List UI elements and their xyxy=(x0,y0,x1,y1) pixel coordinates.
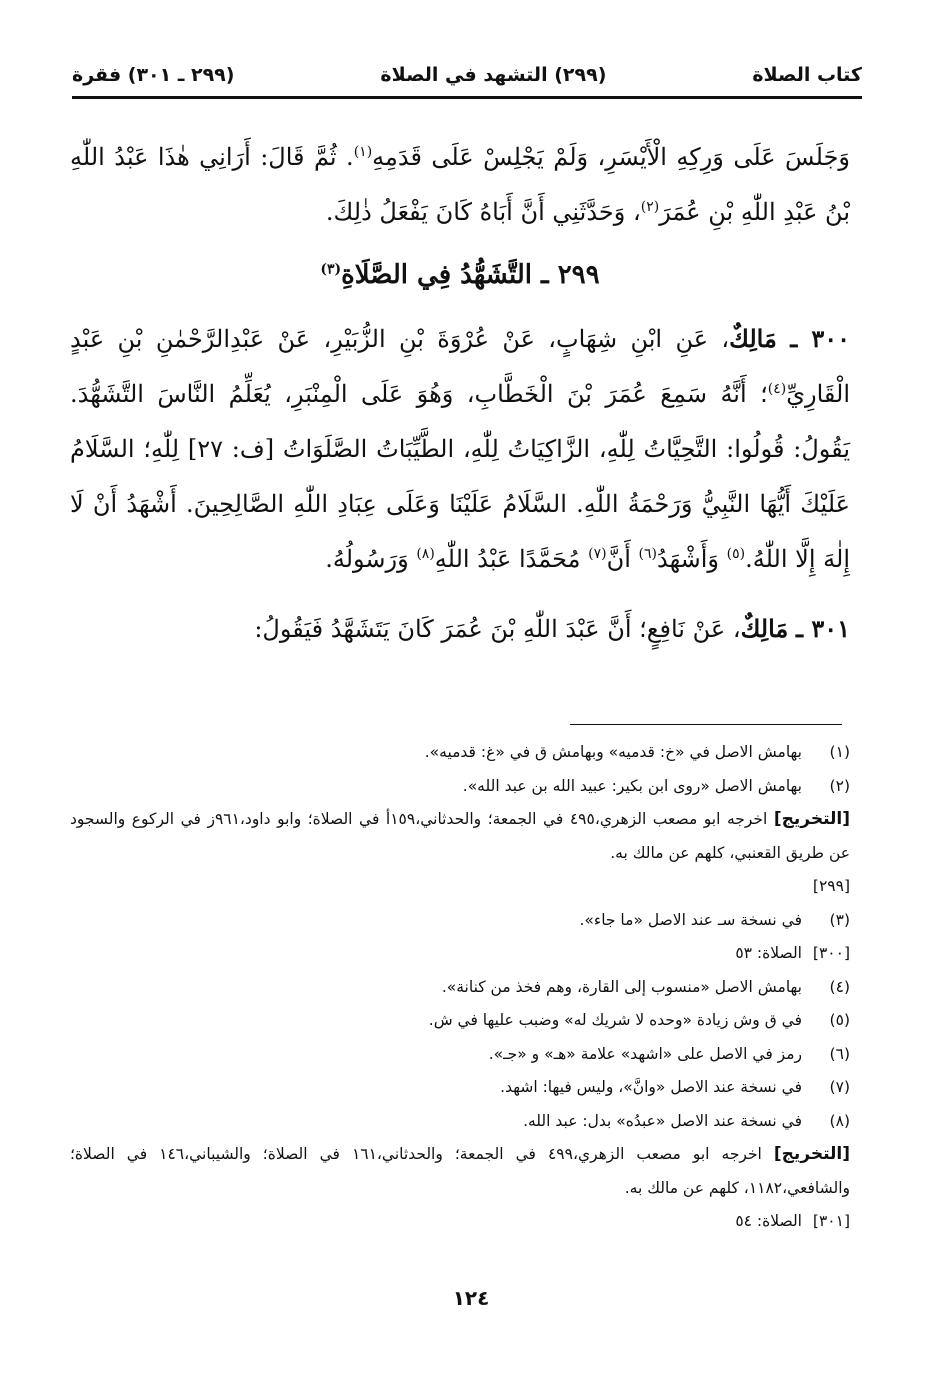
takhrij-300 xyxy=(70,1138,850,1205)
footnote-mark: (٦) xyxy=(829,1044,850,1063)
footnote-text: بهامش الاصل «منسوب إلى القارة، وهم فخذ من كنانة». xyxy=(441,977,802,996)
footnote-3 xyxy=(70,904,850,938)
text-run: ، عَنِ ابْنِ شِهَابٍ، عَنْ عُرْوَةَ بْنِ الزُّبَيْرِ، عَنْ عَبْدِالرَّحْمٰنِ بْنِ عَبْدٍ الْقَارِيِّ xyxy=(70,325,850,408)
text-run: وَجَلَسَ عَلَى وَرِكِهِ الْأَيْسَرِ، وَلَمْ يَجْلِسْ عَلَى قَدَمِهِ xyxy=(372,143,850,171)
footnote-text: بهامش الاصل في «خ: قدميه» وبهامش ق في «غ: قدميه». xyxy=(424,743,802,761)
paragraph-ref-mark: [٣٠٠] xyxy=(812,944,850,962)
footnotes xyxy=(70,736,850,1239)
takhrij-text: اخرجه ابو مصعب الزهري،٤٩٥ في الجمعة؛ والحدثاني،١٥٩أ في الصلاة؛ وابو داود،٩٦١ز في الركوع والسجود عن طريق القعنبي، كلهم عن مالك به. xyxy=(70,810,850,862)
footnote-ref: (٣) xyxy=(320,261,342,278)
footnote-mark: (٧) xyxy=(829,1078,850,1096)
paragraph-number: ٣٠١ ـ xyxy=(795,614,850,643)
takhrij-label: [التخريج] xyxy=(773,1144,851,1164)
footnote-divider xyxy=(570,724,842,725)
takhrij-label: [التخريج] xyxy=(773,809,850,829)
footnote-text: في ق وش زيادة «وحده لا شريك له» وضبب عليها في ش. xyxy=(428,1011,802,1029)
takhrij-text: اخرجه ابو مصعب الزهري،٤٩٩ في الجمعة؛ والحدثاني،١٦١ في الصلاة؛ والشيباني،١٤٦ في الصلاة؛ والشافعي،١١٨٢، كلهم عن مالك به. xyxy=(70,1145,850,1197)
header-paragraph-range: (٢٩٩ ـ ٣٠١) فقرة xyxy=(72,64,235,86)
chapter-heading xyxy=(70,248,850,303)
paragraph-301 xyxy=(70,601,850,657)
footnote-mark: (١) xyxy=(829,743,850,761)
footnote-text: في نسخة عند الاصل «وانَّ»، وليس فيها: اشهد. xyxy=(500,1078,802,1096)
paragraph-continuation xyxy=(70,130,850,240)
footnote-ref: (٥) xyxy=(726,546,746,562)
footnote-1 xyxy=(70,736,850,770)
header-chapter-title: (٢٩٩) التشهد في الصلاة xyxy=(380,64,607,86)
main-text xyxy=(70,130,850,657)
narrator-name: مَالِكٌ xyxy=(729,324,777,353)
paragraph-number: ٣٠٠ ـ xyxy=(790,324,851,353)
paragraph-ref-mark: [٣٠١] xyxy=(812,1212,850,1230)
footnote-ref: (٧) xyxy=(588,546,607,562)
paragraph-300 xyxy=(70,311,850,587)
footnote-text: رمز في الاصل على «اشهد» علامة «هـ» و «جـ». xyxy=(488,1044,802,1063)
footnote-4 xyxy=(70,971,850,1005)
text-run: وَرَسُولُهُ. xyxy=(325,545,417,573)
text-run: ، وَحَدَّثَنِي أَنَّ أَبَاهُ كَانَ يَفْعَلُ ذٰلِكَ. xyxy=(325,198,641,226)
paragraph-ref-300 xyxy=(70,937,850,971)
footnote-6 xyxy=(70,1038,850,1072)
paragraph-ref-299 xyxy=(70,870,850,904)
heading-text: ٢٩٩ ـ التَّشَهُّدُ فِي الصَّلَاةِ xyxy=(341,260,600,290)
footnote-7 xyxy=(70,1071,850,1105)
footnote-text: في نسخة سـ عند الاصل «ما جاء». xyxy=(579,910,802,929)
paragraph-ref-text: الصلاة: ٥٤ xyxy=(735,1212,802,1230)
page-number: ١٢٤ xyxy=(452,1286,490,1310)
takhrij-299 xyxy=(70,803,850,870)
footnote-2 xyxy=(70,770,850,804)
header-divider xyxy=(72,96,862,99)
footnote-8 xyxy=(70,1105,850,1139)
footnote-mark: (٢) xyxy=(829,776,850,795)
footnote-5 xyxy=(70,1004,850,1038)
narrator-name: مَالِكٌ xyxy=(740,614,789,643)
text-run: ، عَنْ نَافِعٍ؛ أَنَّ عَبْدَ اللّٰهِ بْنَ عُمَرَ كَانَ يَتَشَهَّدُ فَيَقُولُ: xyxy=(254,615,741,643)
footnote-mark: (٨) xyxy=(829,1111,850,1130)
text-run: أَنَّ xyxy=(606,545,639,573)
paragraph-ref-text: الصلاة: ٥٣ xyxy=(735,944,802,962)
footnote-mark: (٣) xyxy=(829,910,850,929)
paragraph-ref-mark: [٢٩٩] xyxy=(812,877,850,895)
text-run: مُحَمَّدًا عَبْدُ اللّٰهِ xyxy=(434,545,589,573)
footnote-mark: (٤) xyxy=(829,977,850,996)
text-run: ؛ أَنَّهُ سَمِعَ عُمَرَ بْنَ الْخَطَّابِ، وَهُوَ عَلَى الْمِنْبَرِ، يُعَلِّمُ النَّاسَ التَّشَهُّدَ. يَقُولُ: قُولُوا: التَّحِيَّاتُ لِلّٰهِ، الزَّاكِيَاتُ لِلّٰهِ، الطَّيِّبَاتُ الصَّلَوَاتُ [ف: ٢٧] لِلّٰهِ؛ السَّلَامُ عَلَيْكَ أَيُّهَا النَّبِيُّ وَرَحْمَةُ اللّٰهِ. السَّلَامُ عَلَيْنَا وَعَلَى عِبَادِ اللّٰهِ الصَّالِحِينَ. أَشْهَدُ أَنْ لَا إِلٰهَ إِلَّا اللّٰهُ. xyxy=(70,380,850,573)
footnote-mark: (٥) xyxy=(829,1011,850,1029)
running-header xyxy=(72,58,862,92)
footnote-ref: (٢) xyxy=(640,199,660,215)
text-run: وَأَشْهَدُ xyxy=(656,545,727,573)
footnote-ref: (٤) xyxy=(767,381,787,397)
footnote-ref: (٦) xyxy=(638,546,657,562)
footnote-ref: (٨) xyxy=(416,546,435,562)
footnote-text: في نسخة عند الاصل «عبدُه» بدل: عبد الله. xyxy=(523,1111,802,1130)
footnote-text: بهامش الاصل «روى ابن بكير: عبيد الله بن عبد الله». xyxy=(462,776,802,795)
footnote-ref: (١) xyxy=(353,144,373,160)
text-run: . ثُمَّ قَالَ: أَرَانِي هٰذَا عَبْدُ اللّٰهِ بْنُ عَبْدِ اللّٰهِ بْنِ عُمَرَ xyxy=(70,143,850,226)
paragraph-ref-301 xyxy=(70,1205,850,1239)
header-book-title: كتاب الصلاة xyxy=(752,64,862,86)
